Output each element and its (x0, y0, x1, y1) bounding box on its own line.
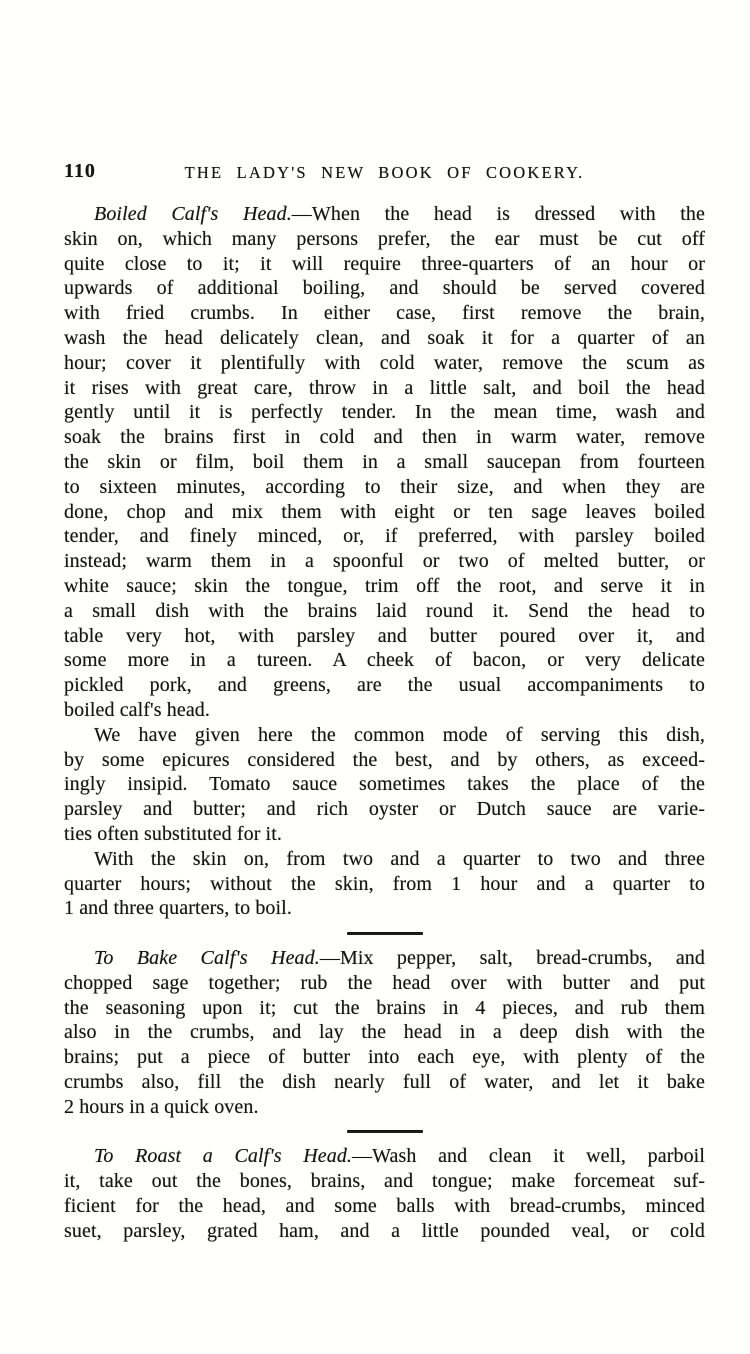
section-divider-rule (347, 932, 423, 935)
text-line: We have given here the common mode of serving this dish, (94, 723, 705, 746)
text-line: soak the brains first in cold and then in warm water, remove (64, 426, 705, 449)
paragraph (64, 946, 705, 1120)
text-line: parsley and butter; and rich oyster or Dutch sauce are varie- (64, 798, 705, 821)
text-line: tender, and finely minced, or, if preferred, with parsley boiled (64, 525, 705, 548)
text-line: quite close to it; it will require three-quarters of an hour or (64, 252, 705, 275)
text-line: a small dish with the brains laid round it. Send the head to (64, 599, 705, 622)
page-header (64, 160, 705, 182)
text-line: 2 hours in a quick oven. (64, 1095, 259, 1118)
paragraph (64, 202, 705, 723)
text-line: ficient for the head, and some balls with bread-crumbs, minced (64, 1194, 705, 1217)
text-line: gently until it is perfectly tender. In the mean time, wash and (64, 401, 705, 424)
text-line: upwards of additional boiling, and should be served covered (64, 277, 705, 300)
text-line: suet, parsley, grated ham, and a little pounded veal, or cold (64, 1219, 705, 1242)
text-line: wash the head delicately clean, and soak it for a quarter of an (64, 326, 705, 349)
text-line: the skin or film, boil them in a small saucepan from fourteen (64, 450, 705, 473)
text-line: 1 and three quarters, to boil. (64, 897, 292, 920)
page-body (64, 202, 705, 1243)
text-line: to sixteen minutes, according to their size, and when they are (64, 475, 705, 498)
text-line: To Roast a Calf's Head.—Wash and clean it well, parboil (94, 1145, 705, 1168)
text-line: hour; cover it plentifully with cold water, remove the scum as (64, 351, 705, 374)
paragraph (64, 847, 705, 921)
recipe-title: Boiled Calf's Head. (94, 203, 292, 225)
paragraph (64, 1144, 705, 1243)
text-line: brains; put a piece of butter into each eye, with plenty of the (64, 1046, 705, 1069)
text-line: crumbs also, fill the dish nearly full of water, and let it bake (64, 1070, 705, 1093)
section-divider-rule (347, 1130, 423, 1133)
text-line: To Bake Calf's Head.—Mix pepper, salt, bread-crumbs, and (94, 946, 705, 969)
page-number: 110 (64, 160, 96, 182)
text-line: with fried crumbs. In either case, first remove the brain, (64, 302, 705, 325)
recipe-title: To Bake Calf's Head. (94, 946, 320, 969)
section-divider-row (64, 1119, 705, 1144)
text-line: done, chop and mix them with eight or ten sage leaves boiled (64, 500, 705, 523)
text-line: ties often substituted for it. (64, 822, 282, 845)
text-line: instead; warm them in a spoonful or two of melted butter, or (64, 550, 705, 573)
text-line: white sauce; skin the tongue, trim off the root, and serve it in (64, 574, 705, 597)
text-line: chopped sage together; rub the head over with butter and put (64, 971, 705, 994)
text-line: boiled calf's head. (64, 698, 211, 721)
text-line: also in the crumbs, and lay the head in a deep dish with the (64, 1021, 705, 1044)
text-line: skin on, which many persons prefer, the ear must be cut off (64, 227, 705, 250)
text-line: by some epicures considered the best, and by others, as exceed- (64, 748, 705, 771)
text-line: it, take out the bones, brains, and tongue; make forcemeat suf- (64, 1170, 705, 1193)
section-divider-row (64, 921, 705, 946)
text-line: quarter hours; without the skin, from 1 hour and a quarter to (64, 872, 705, 895)
text-line: pickled pork, and greens, are the usual accompaniments to (64, 674, 705, 697)
paragraph (64, 723, 705, 847)
text-line: Boiled Calf's Head.—When the head is dressed with the (94, 203, 705, 225)
recipe-title: To Roast a Calf's Head. (94, 1145, 353, 1168)
text-line: the seasoning upon it; cut the brains in 4 pieces, and rub them (64, 996, 705, 1019)
text-line: table very hot, with parsley and butter poured over it, and (64, 624, 705, 647)
text-line: ingly insipid. Tomato sauce sometimes takes the place of the (64, 773, 705, 796)
text-line: it rises with great care, throw in a little salt, and boil the head (64, 376, 705, 399)
text-line: With the skin on, from two and a quarter to two and three (94, 847, 705, 870)
running-title: THE LADY'S NEW BOOK OF COOKERY. (184, 163, 585, 182)
text-line: some more in a tureen. A cheek of bacon, or very delicate (64, 649, 705, 672)
